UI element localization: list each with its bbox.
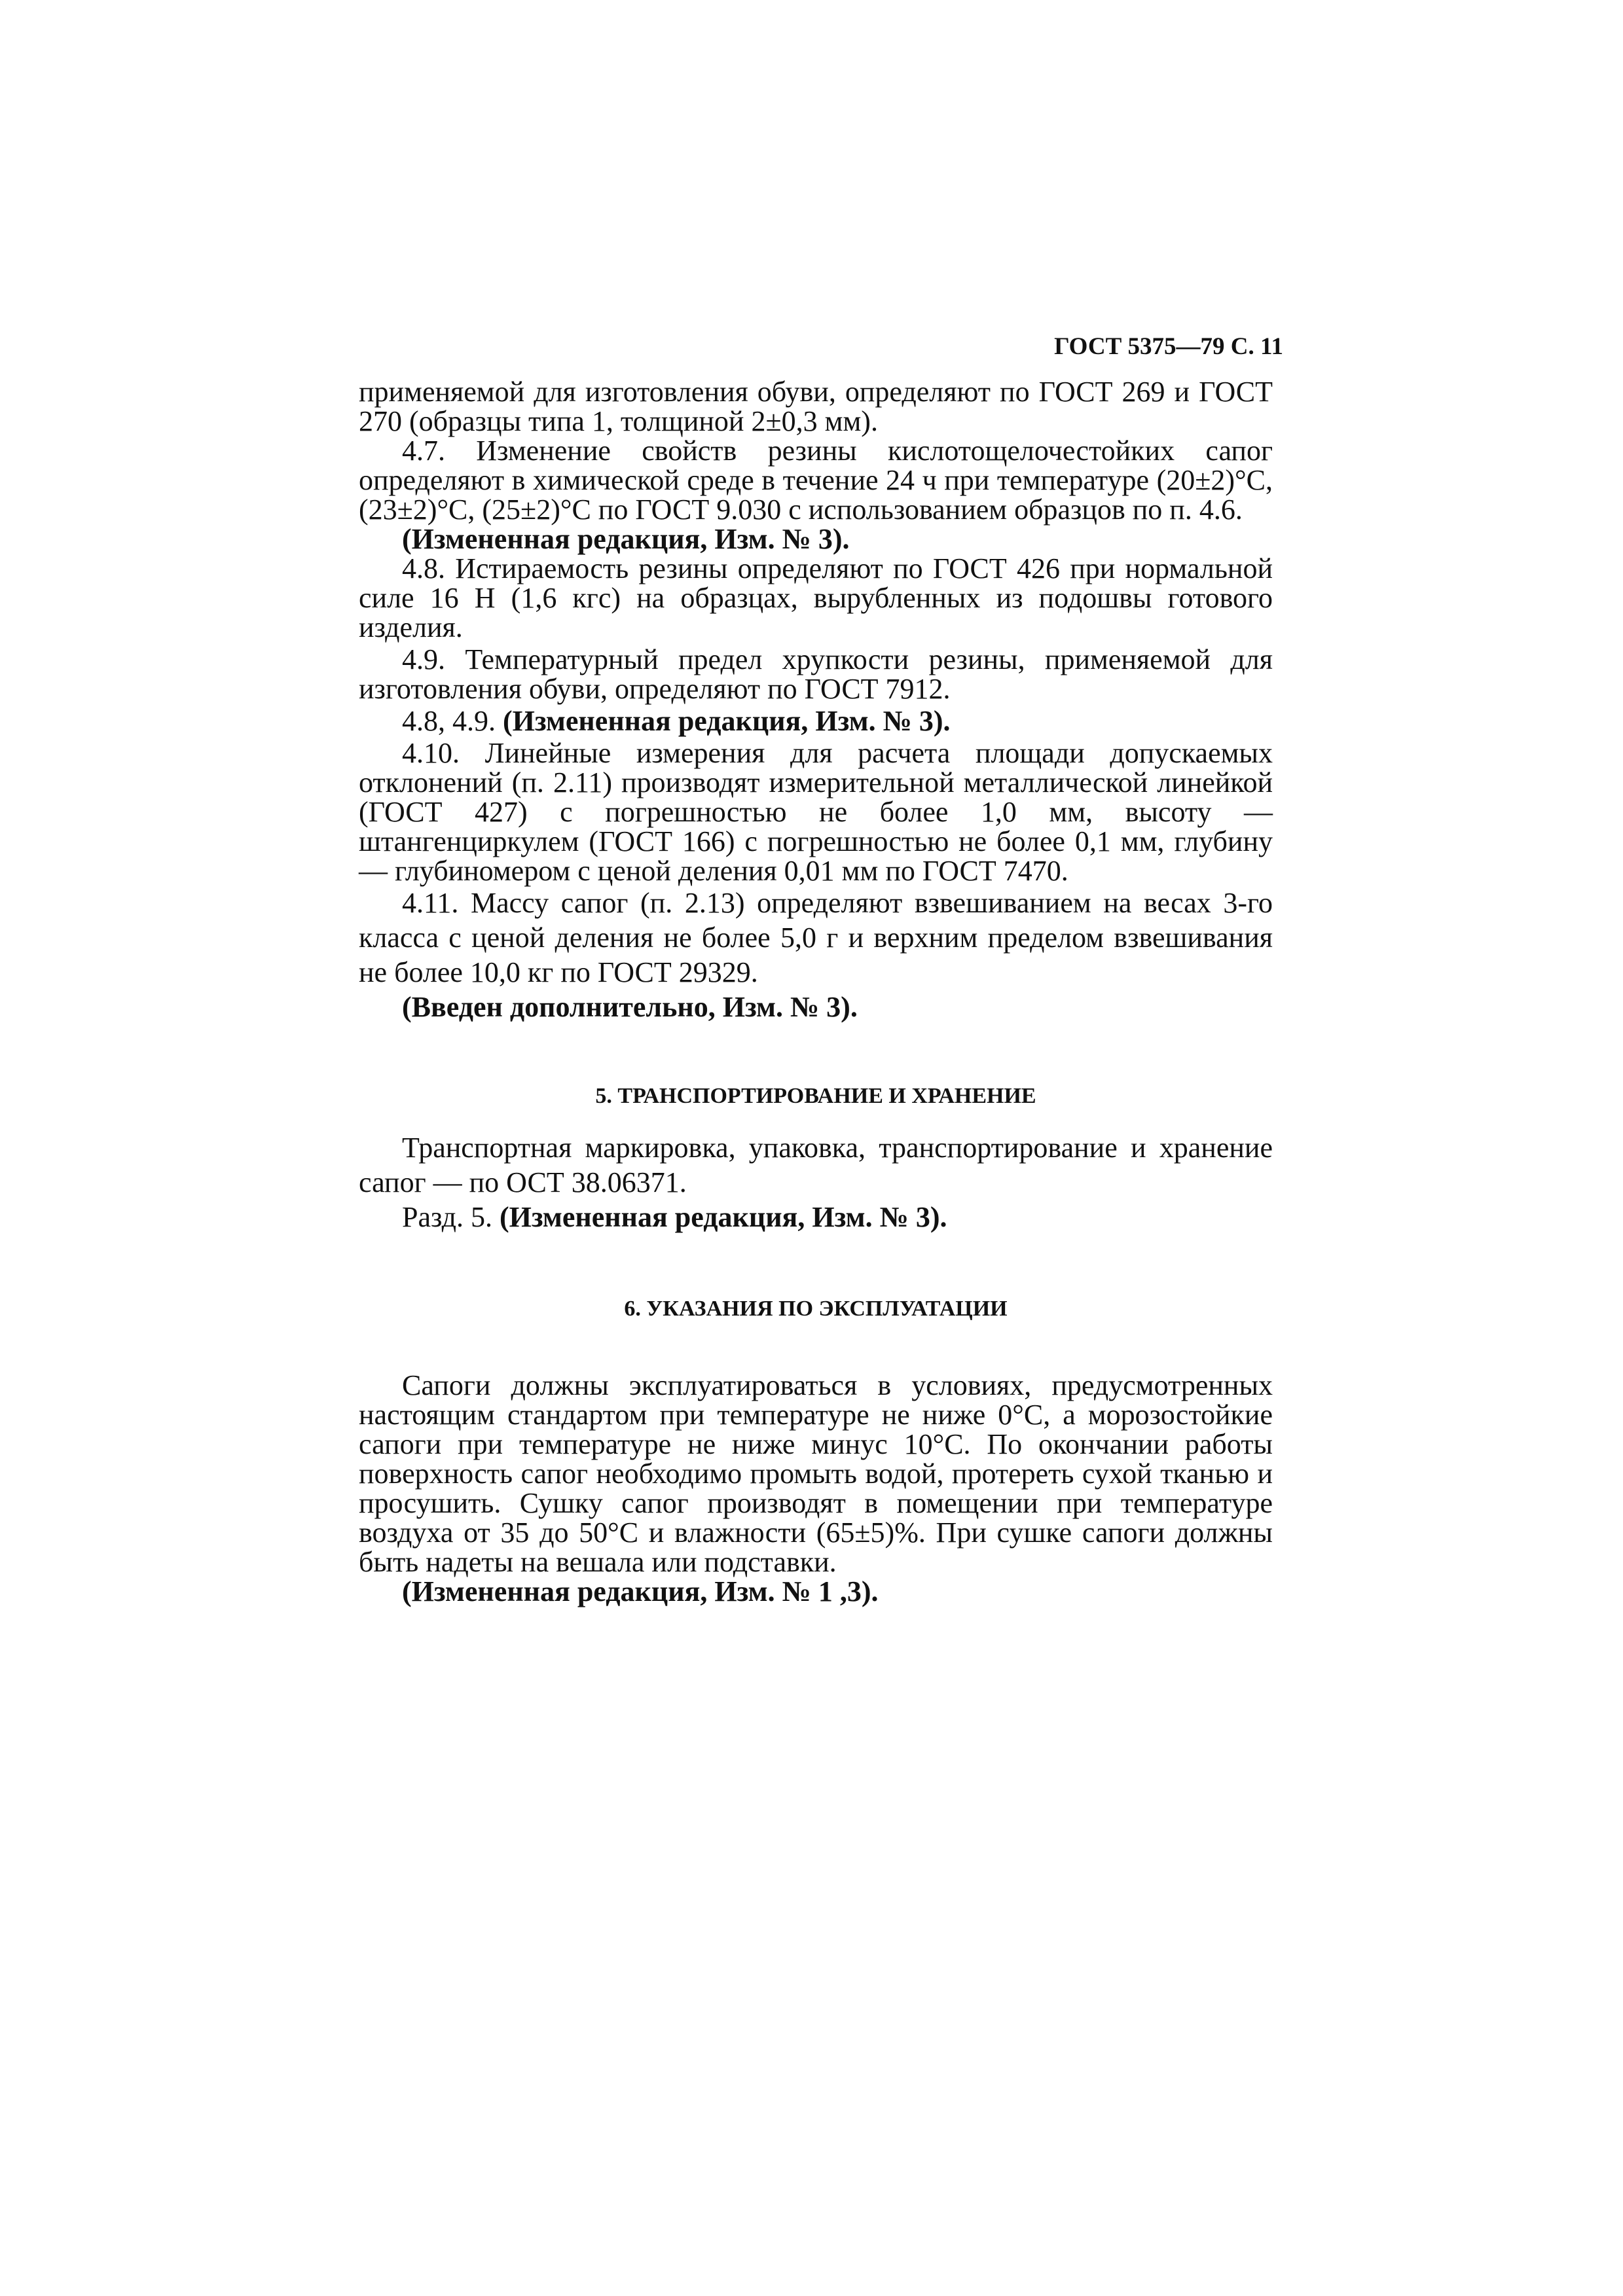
paragraph-4-9: 4.9. Температурный предел хрупкости резины, применяемой для изготовления обуви, определяют по ГОСТ 7912.: [359, 643, 1273, 705]
paragraph-4-11: 4.11. Массу сапог (п. 2.13) определяют взвешиванием на весах 3-го класса с ценой деления не более 5,0 г и верхним пределом взвешивания не более 10,0 кг по ГОСТ 29329.: [359, 887, 1273, 988]
page-running-title: ГОСТ 5375—79 С. 11: [1054, 333, 1283, 360]
revision-note-prefix: Разд. 5.: [402, 1201, 492, 1233]
paragraph-4-7: 4.7. Изменение свойств резины кислотощелочестойких сапог определяют в химической среде в течение 24 ч при температуре (20±2)°С, (23±2)°С, (25±2)°С по ГОСТ 9.030 с использованием образцов по п. 4.6.: [359, 435, 1273, 526]
section-6-title: 6. УКАЗАНИЯ ПО ЭКСПЛУАТАЦИИ: [624, 1297, 1008, 1321]
revision-note-4-7: (Измененная редакция, Изм. № 3).: [402, 523, 850, 555]
revision-note-prefix: 4.8, 4.9.: [402, 705, 496, 737]
section-5-revision-note: [359, 1200, 1273, 1234]
revision-note-text: (Измененная редакция, Изм. № 3).: [499, 1201, 947, 1233]
revision-note-4-11: (Введен дополнительно, Изм. № 3).: [402, 991, 858, 1023]
paragraph-4-8: 4.8. Истираемость резины определяют по ГОСТ 426 при нормальной силе 16 Н (1,6 кгс) на образцах, вырубленных из подошвы готового изделия.: [359, 552, 1273, 643]
section-5-title: 5. ТРАНСПОРТИРОВАНИЕ И ХРАНЕНИЕ: [595, 1084, 1036, 1108]
revision-note-text: (Измененная редакция, Изм. № 3).: [503, 705, 951, 737]
section-5-text: Транспортная маркировка, упаковка, транспортирование и хранение сапог — по ОСТ 38.06371.: [359, 1132, 1273, 1198]
section-6-text: Сапоги должны эксплуатироваться в условиях, предусмотренных настоящим стандартом при температуре не ниже 0°С, а морозостойкие сапоги при температуре не ниже минус 10°С. По окончании работы поверхность сапог необходимо промыть водой, протереть сухой тканью и просушить. Сушку сапог производят в помещении при температуре воздуха от 35 до 50°С и влажности (65±5)%. При сушке сапоги должны быть надеты на вешала или подставки.: [359, 1369, 1273, 1578]
document-body: [359, 377, 1273, 1606]
paragraph-continuation: применяемой для изготовления обуви, определяют по ГОСТ 269 и ГОСТ 270 (образцы типа 1, толщиной 2±0,3 мм).: [359, 376, 1273, 437]
section-6-revision-note: (Измененная редакция, Изм. № 1 ,3).: [402, 1575, 879, 1607]
revision-note-4-8-4-9: [359, 706, 1273, 736]
paragraph-4-10: 4.10. Линейные измерения для расчета площади допускаемых отклонений (п. 2.11) производят измерительной металлической линейкой (ГОСТ 427) с погрешностью не более 1,0 мм, высоту — штангенциркулем (ГОСТ 166) с погрешностью не более 0,1 мм, глубину — глубиномером с ценой деления 0,01 мм по ГОСТ 7470.: [359, 737, 1273, 887]
